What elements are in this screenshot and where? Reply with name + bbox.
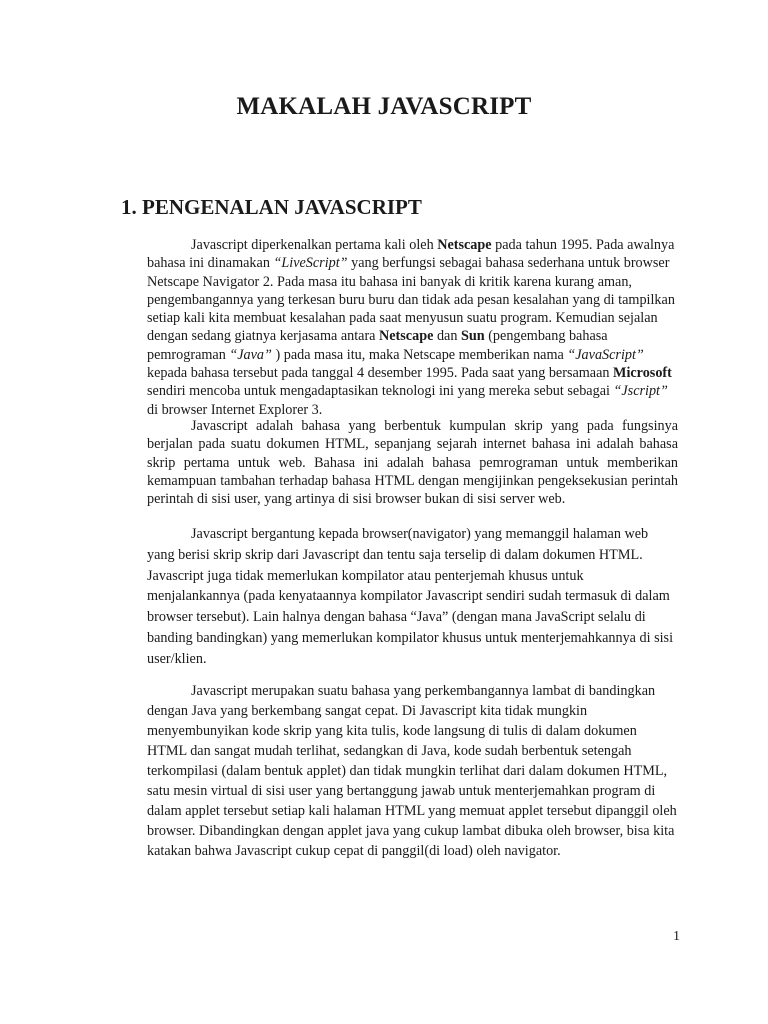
paragraph-1-text: ) pada masa itu, maka Netscape memberikan nama [271,346,568,363]
bold-microsoft: Microsoft [613,365,672,382]
paragraph-1-text: dan [433,328,461,345]
paragraph-2: Javascript adalah bahasa yang berbentuk kumpulan skrip yang pada fungsinya berjalan pada suatu dokumen HTML, sepanjang sejarah internet bahasa ini adalah bahasa skrip pertama untuk web. Bahasa ini adalah bahasa pemrograman untuk memberikan kemampuan tambahan terhadap bahasa HTML dengan mengijinkan pengeksekusian perintah perintah di sisi user, yang artinya di sisi browser bukan di sisi server web. [147,418,678,508]
bold-sun: Sun [460,328,485,345]
section-heading: 1. PENGENALAN JAVASCRIPT [121,195,422,219]
page-number: 1 [673,929,680,944]
bold-netscape: Netscape [437,237,492,253]
italic-livescript: “LiveScript” [273,255,348,272]
paragraph-1-text: di browser Internet Explorer 3. [147,401,323,418]
paragraph-4: Javascript merupakan suatu bahasa yang perkembangannya lambat di bandingkan dengan Java yang berkembang sangat cepat. Di Javascript kita tidak mungkin menyembunyikan kode skrip yang kita tulis, kode langsung di tulis di dalam dokumen HTML dan sangat mudah terlihat, sedangkan di Java, kode sudah berbentuk setengah terkompilasi (dalam bentuk applet) dan tidak mungkin terlihat dari dalam dokumen HTML, satu mesin virtual di sisi user yang bertanggung jawab untuk menterjemahkan program di dalam applet tersebut setiap kali halaman HTML yang memuat applet tersebut dipanggil oleh browser. Dibandingkan dengan applet java yang cukup lambat dibuka oleh browser, bisa kita katakan bahwa Javascript cukup cepat di panggil(di load) oleh navigator. [147,683,677,859]
paragraph-1-text: (pengembang bahasa pemrograman [147,328,608,363]
paragraph-1 [147,236,678,419]
paragraph-3: Javascript bergantung kepada browser(navigator) yang memanggil halaman web yang berisi skrip skrip dari Javascript dan tentu saja terselip di dalam dokumen HTML. Javascript juga tidak memerlukan kompilator atau penterjemah khusus untuk menjalankannya (pada kenyataannya kompilator Javascript sendiri sudah termasuk di dalam browser tersebut). Lain halnya dengan bahasa “Java” (dengan mana JavaScript selalu di banding bandingkan) yang memerlukan kompilator khusus untuk menterjemahkannya di sisi user/klien. [147,526,674,667]
italic-javascript: “JavaScript” [567,346,644,363]
paragraph-1-text: Javascript diperkenalkan pertama kali oleh [191,237,438,253]
document-title: MAKALAH JAVASCRIPT [236,93,532,120]
paragraph-1-text: sendiri mencoba untuk mengadaptasikan teknologi ini yang mereka sebut sebagai [147,383,614,400]
paragraph-1-text: pada tahun 1995. Pada awalnya bahasa ini dinamakan [147,237,675,272]
bold-netscape: Netscape [379,328,434,345]
paragraph-1-text: yang berfungsi sebagai bahasa sederhana untuk browser Netscape Navigator 2. Pada masa itu bahasa ini banyak di kritik karena kurang aman, pengembangannya yang terkesan buru buru dan tidak ada pesan kesalahan yang di tampilkan setiap kali kita membuat kesalahan pada saat menyusun suatu program. Kemudian sejalan dengan sedang giatnya kerjasama antara [147,255,675,345]
italic-jscript: “Jscript” [613,383,668,400]
paragraph-1-text: kepada bahasa tersebut pada tanggal 4 desember 1995. Pada saat yang bersamaan [147,365,614,382]
italic-java: “Java” [229,346,272,363]
